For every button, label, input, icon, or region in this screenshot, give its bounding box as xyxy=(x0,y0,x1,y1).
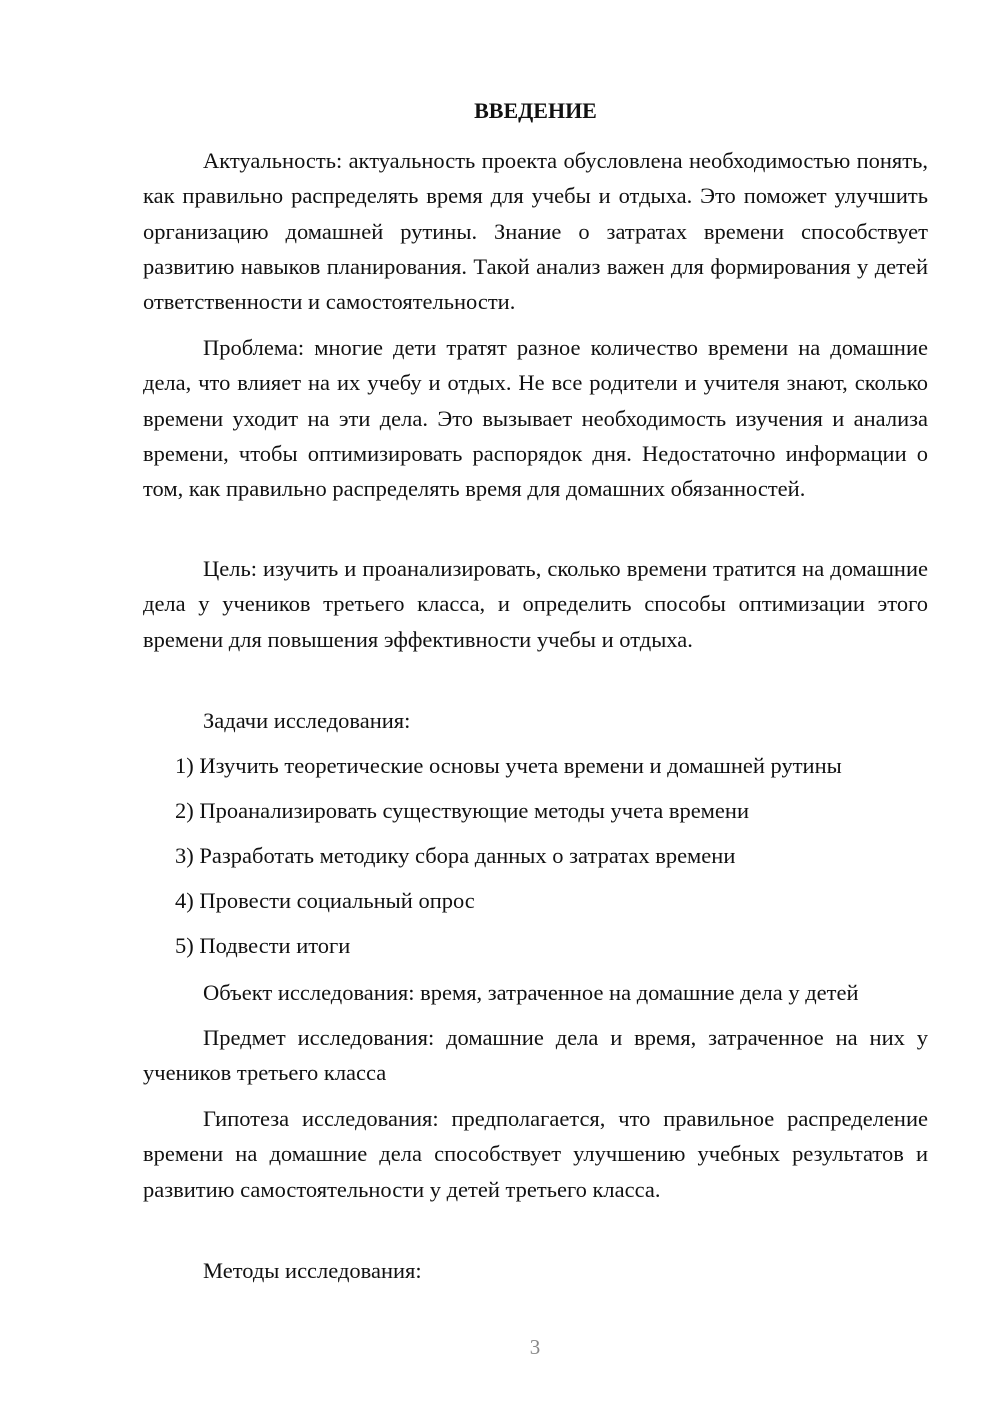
task-item-4: 4) Провести социальный опрос xyxy=(175,888,475,913)
problem-paragraph: Проблема: многие дети тратят разное количество времени на домашние дела, что влияет на их учебу и отдых. Не все родители и учителя знают, сколько времени уходит на эти дела. Это вызывает необходимость изучения и анализа времени, чтобы оптимизировать распорядок дня. Недостаточно информации о том, как правильно распределять время для домашних обязанностей. xyxy=(143,335,928,502)
task-item-2: 2) Проанализировать существующие методы учета времени xyxy=(175,798,749,823)
methods-heading: Методы исследования: xyxy=(203,1258,422,1283)
task-item-3: 3) Разработать методику сбора данных о затратах времени xyxy=(175,843,736,868)
object-paragraph: Объект исследования: время, затраченное на домашние дела у детей xyxy=(203,980,859,1005)
relevance-paragraph: Актуальность: актуальность проекта обусловлена необходимостью понять, как правильно распределять время для учебы и отдыха. Это поможет улучшить организацию домашней рутины. Знание о затратах времени способствует развитию навыков планирования. Такой анализ важен для формирования у детей ответственности и самостоятельности. xyxy=(143,148,928,315)
page-title: ВВЕДЕНИЕ xyxy=(474,98,597,123)
task-item-1: 1) Изучить теоретические основы учета времени и домашней рутины xyxy=(175,753,842,778)
subject-paragraph: Предмет исследования: домашние дела и время, затраченное на них у учеников третьего класса xyxy=(143,1025,928,1086)
hypothesis-paragraph: Гипотеза исследования: предполагается, что правильное распределение времени на домашние дела способствует улучшению учебных результатов и развитию самостоятельности у детей третьего класса. xyxy=(143,1106,928,1202)
goal-paragraph: Цель: изучить и проанализировать, сколько времени тратится на домашние дела у учеников третьего класса, и определить способы оптимизации этого времени для повышения эффективности учебы и отдыха. xyxy=(143,556,928,652)
task-item-5: 5) Подвести итоги xyxy=(175,933,351,958)
tasks-heading: Задачи исследования: xyxy=(203,708,411,733)
page-number: 3 xyxy=(529,1335,541,1359)
